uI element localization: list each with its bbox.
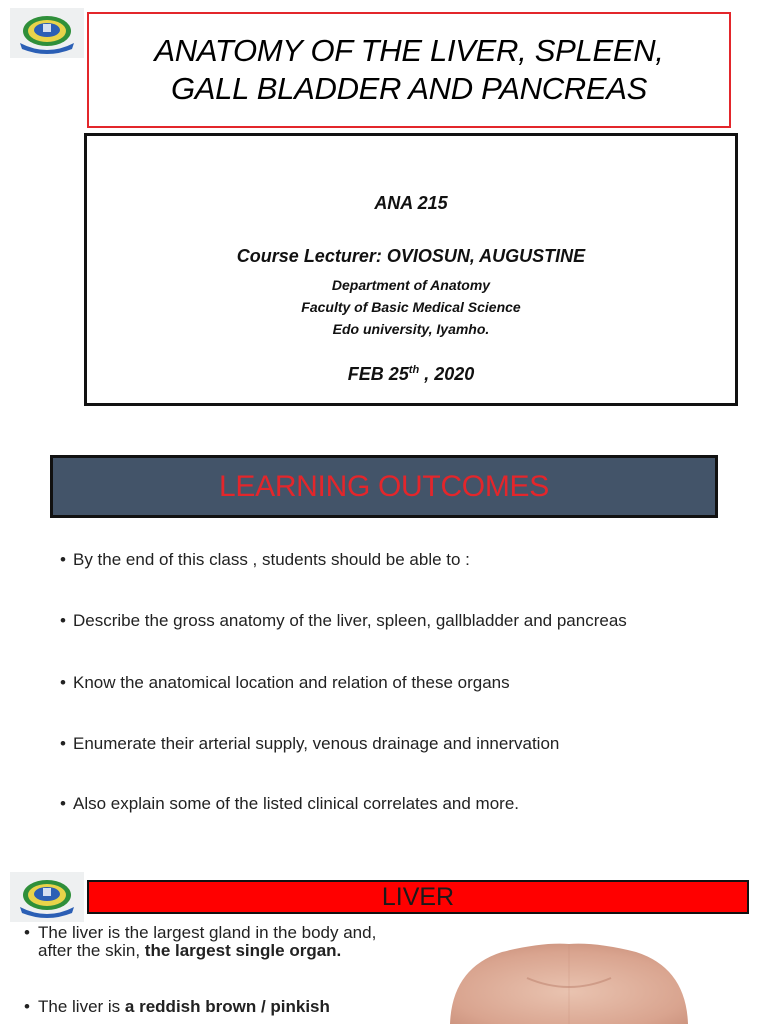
liver-point-1 [24, 924, 394, 960]
liver-header: LIVER [87, 880, 749, 914]
list-item-text: Describe the gross anatomy of the liver, spleen, gallbladder and pancreas [73, 611, 627, 630]
list-item-text: Know the anatomical location and relation of these organs [73, 673, 510, 692]
list-item-text: Enumerate their arterial supply, venous drainage and innervation [73, 734, 560, 753]
liver-point-1-text: The liver is the largest gland in the body and, after the skin, [38, 923, 377, 960]
list-item [60, 794, 519, 814]
torso-image-icon [432, 938, 706, 1024]
university-logo [10, 872, 84, 922]
liver-point-2-text: The liver is [38, 997, 125, 1016]
slide-title-line-2: GALL BLADDER AND PANCREAS [170, 71, 648, 106]
bullet-icon: • [60, 611, 66, 630]
bullet-icon: • [24, 923, 30, 942]
affiliation [87, 274, 735, 340]
liver-point-2 [24, 998, 394, 1016]
course-info-box [84, 133, 738, 406]
bullet-icon: • [60, 550, 66, 569]
slide-title-box [87, 12, 731, 128]
bullet-icon: • [60, 794, 66, 813]
torso-photo [432, 938, 706, 1024]
list-item-text: By the end of this class , students should be able to : [73, 550, 470, 569]
university-crest-icon [12, 873, 82, 921]
list-item-text: Also explain some of the listed clinical correlates and more. [73, 794, 519, 813]
course-code: ANA 215 [374, 193, 448, 213]
course-lecturer: Course Lecturer: OVIOSUN, AUGUSTINE [236, 246, 586, 266]
list-item [60, 734, 559, 754]
list-item [60, 550, 470, 570]
bullet-icon: • [24, 997, 30, 1016]
lecture-date [87, 364, 735, 385]
liver-point-1-bold: the largest single organ. [144, 941, 342, 960]
learning-outcomes-header: LEARNING OUTCOMES [50, 455, 718, 518]
university-logo [10, 8, 84, 58]
list-item [60, 611, 627, 631]
faculty: Faculty of Basic Medical Science [301, 299, 521, 315]
bullet-icon: • [60, 673, 66, 692]
date-suffix-sup: th [408, 364, 420, 376]
department: Department of Anatomy [331, 277, 491, 293]
bullet-icon: • [60, 734, 66, 753]
liver-points [24, 924, 394, 1016]
date-day: FEB 25 [347, 364, 409, 384]
slide-title-line-1: ANATOMY OF THE LIVER, SPLEEN, [154, 33, 664, 68]
list-item [60, 673, 510, 693]
university-crest-icon [12, 9, 82, 57]
liver-point-2-bold: a reddish brown / pinkish [124, 997, 330, 1016]
university: Edo university, Iyamho. [332, 321, 490, 337]
date-year: , 2020 [419, 364, 475, 384]
